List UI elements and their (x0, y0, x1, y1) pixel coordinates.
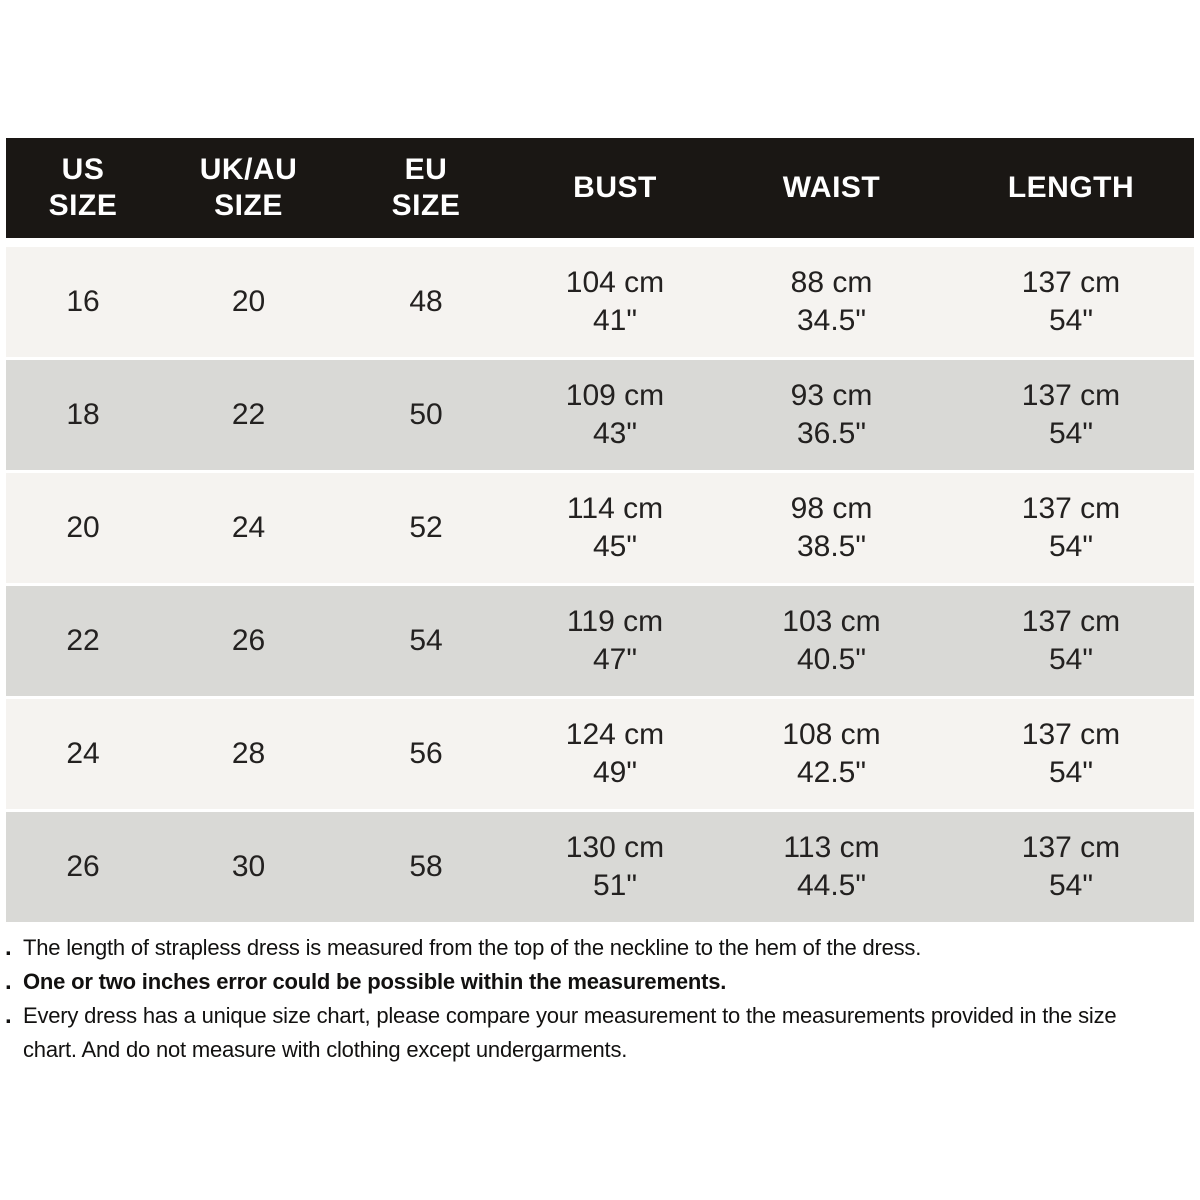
table-row (6, 473, 1194, 583)
cell-uk-au-size (160, 396, 337, 434)
note-text: Every dress has a unique size chart, please compare your measurement to the measurements provided in the size chart. And do not measure with clothing except undergarments. (23, 1003, 1117, 1062)
value: 50 (409, 398, 443, 431)
table-row (6, 586, 1194, 696)
value: 52 (409, 511, 443, 544)
cell-waist (715, 716, 948, 792)
value: 18 (66, 398, 100, 431)
header-label-line: SIZE (48, 189, 118, 222)
note-text: One or two inches error could be possible within the measurements. (23, 969, 727, 994)
value: 24 (66, 737, 100, 770)
value: 20 (66, 511, 100, 544)
value: 24 (231, 511, 266, 544)
header-eu-size (337, 138, 515, 238)
value-inch: 54" (1048, 869, 1094, 902)
header-label-line: BUST (573, 171, 657, 204)
cell-eu-size (337, 735, 515, 773)
header-label-line: US (61, 153, 105, 186)
cell-uk-au-size (160, 735, 337, 773)
value-cm: 130 cm (565, 831, 665, 864)
table-row (6, 812, 1194, 922)
value-inch: 54" (1048, 304, 1094, 337)
value-cm: 137 cm (1021, 605, 1121, 638)
cell-eu-size (337, 848, 515, 886)
header-label-line: UK/AU (199, 153, 298, 186)
value-inch: 34.5" (796, 304, 867, 337)
cell-us-size (6, 848, 160, 886)
header-us-size (6, 138, 160, 238)
value-inch: 49" (592, 756, 638, 789)
cell-eu-size (337, 283, 515, 321)
cell-us-size (6, 396, 160, 434)
value-inch: 47" (592, 643, 638, 676)
value-cm: 104 cm (565, 266, 665, 299)
cell-length (948, 264, 1194, 340)
cell-us-size (6, 509, 160, 547)
value: 22 (66, 624, 100, 657)
note-text: The length of strapless dress is measured from the top of the neckline to the hem of the dress. (23, 935, 922, 960)
size-chart-table (6, 138, 1194, 925)
value-cm: 109 cm (565, 379, 665, 412)
cell-waist (715, 490, 948, 566)
value-inch: 51" (592, 869, 638, 902)
cell-us-size (6, 283, 160, 321)
value: 56 (409, 737, 443, 770)
value-cm: 113 cm (783, 831, 880, 864)
header-label-line: SIZE (214, 189, 283, 222)
value-inch: 38.5" (796, 530, 867, 563)
header-label-line: LENGTH (1007, 171, 1135, 204)
cell-bust (515, 829, 715, 905)
table-row (6, 699, 1194, 809)
note-bullet: . (5, 968, 12, 995)
value-cm: 124 cm (565, 718, 665, 751)
value-cm: 103 cm (782, 605, 881, 638)
value-cm: 137 cm (1021, 379, 1121, 412)
value-inch: 36.5" (796, 417, 867, 450)
value-cm: 119 cm (566, 605, 664, 638)
value-inch: 45" (592, 530, 638, 563)
value: 54 (409, 624, 443, 657)
cell-uk-au-size (160, 622, 337, 660)
value: 20 (231, 285, 266, 318)
value-cm: 137 cm (1021, 718, 1121, 751)
cell-uk-au-size (160, 848, 337, 886)
value-cm: 93 cm (790, 379, 873, 412)
table-header-row (6, 138, 1194, 238)
table-row (6, 247, 1194, 357)
value-inch: 54" (1048, 643, 1094, 676)
value-inch: 41" (592, 304, 638, 337)
value: 48 (409, 285, 443, 318)
cell-length (948, 829, 1194, 905)
cell-bust (515, 264, 715, 340)
header-length (948, 138, 1194, 238)
cell-uk-au-size (160, 509, 337, 547)
value-inch: 44.5" (796, 869, 867, 902)
value-cm: 98 cm (790, 492, 873, 525)
note-bullet: . (5, 934, 12, 961)
note-item (0, 999, 1172, 1067)
value-inch: 54" (1048, 530, 1094, 563)
note-item (0, 965, 1172, 999)
cell-eu-size (337, 509, 515, 547)
value-cm: 137 cm (1021, 266, 1121, 299)
value: 26 (231, 624, 266, 657)
cell-waist (715, 829, 948, 905)
value-cm: 137 cm (1021, 492, 1121, 525)
cell-waist (715, 603, 948, 679)
cell-us-size (6, 735, 160, 773)
cell-length (948, 603, 1194, 679)
header-waist (715, 138, 948, 238)
note-item (0, 931, 1172, 965)
cell-bust (515, 716, 715, 792)
header-uk-au-size (160, 138, 337, 238)
value: 16 (66, 285, 100, 318)
value-cm: 137 cm (1021, 831, 1121, 864)
cell-length (948, 490, 1194, 566)
value-inch: 54" (1048, 756, 1094, 789)
value-cm: 88 cm (790, 266, 873, 299)
cell-uk-au-size (160, 283, 337, 321)
cell-us-size (6, 622, 160, 660)
cell-eu-size (337, 396, 515, 434)
value-cm: 114 cm (566, 492, 664, 525)
cell-length (948, 377, 1194, 453)
value-inch: 43" (592, 417, 638, 450)
value-inch: 40.5" (796, 643, 867, 676)
header-label-line: WAIST (782, 171, 881, 204)
header-label-line: EU (404, 153, 448, 186)
cell-bust (515, 377, 715, 453)
cell-length (948, 716, 1194, 792)
value: 30 (231, 850, 266, 883)
measurement-notes (0, 931, 1172, 1067)
cell-waist (715, 377, 948, 453)
header-label-line: SIZE (391, 189, 461, 222)
value: 22 (231, 398, 266, 431)
value: 26 (66, 850, 100, 883)
note-bullet: . (5, 1002, 12, 1029)
value-cm: 108 cm (782, 718, 881, 751)
value: 28 (231, 737, 266, 770)
value-inch: 54" (1048, 417, 1094, 450)
table-row (6, 360, 1194, 470)
cell-waist (715, 264, 948, 340)
cell-bust (515, 490, 715, 566)
value: 58 (409, 850, 443, 883)
value-inch: 42.5" (796, 756, 867, 789)
cell-eu-size (337, 622, 515, 660)
cell-bust (515, 603, 715, 679)
header-bust (515, 138, 715, 238)
